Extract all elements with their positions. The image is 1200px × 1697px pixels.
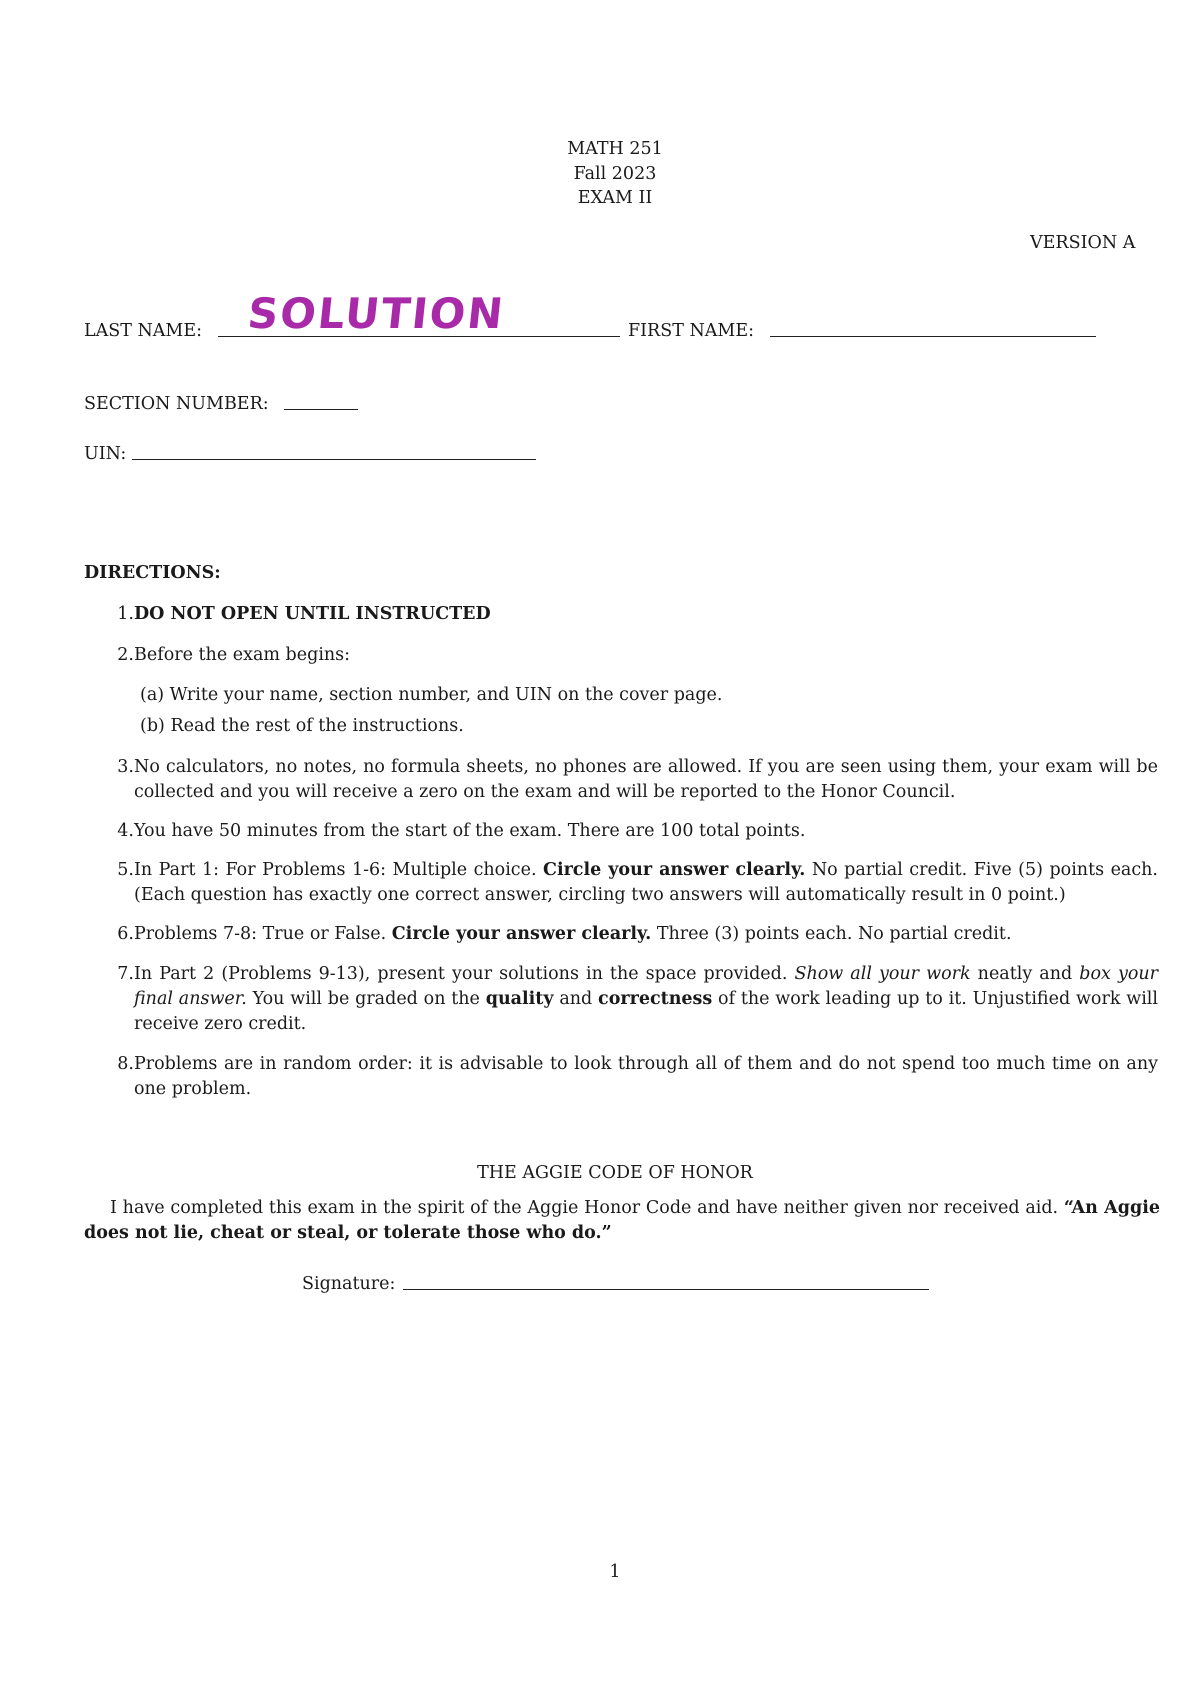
emphasis-text: box your final answer.: [134, 964, 1159, 1009]
direction-number: 7.: [117, 964, 134, 984]
direction-number: 5.: [117, 860, 134, 880]
subitem-text: Write your name, section number, and UIN on the cover page.: [169, 685, 723, 705]
direction-subitem-b: [140, 714, 464, 739]
direction-text: Problems are in random order: it is advisable to look through all of them and do not spend too much time on any one problem.: [134, 1054, 1158, 1099]
term: Fall 2023: [573, 164, 657, 184]
uin-label: UIN:: [84, 444, 127, 464]
direction-text: Problems 7-8: True or False. Circle your answer clearly. Three (3) points each. No partial credit.: [134, 924, 1012, 944]
page-number: 1: [609, 1562, 621, 1582]
direction-number: 1.: [117, 604, 134, 624]
subitem-label: (a): [140, 685, 165, 705]
subitem-label: (b): [140, 716, 165, 736]
direction-text: No calculators, no notes, no formula sheets, no phones are allowed. If you are seen using them, your exam will be collected and you will receive a zero on the exam and will be reported to the Honor Council.: [134, 757, 1158, 802]
directions-heading: DIRECTIONS:: [84, 563, 221, 583]
uin-field[interactable]: [132, 459, 536, 460]
first-name-label: FIRST NAME:: [628, 321, 754, 341]
honor-motto: “An Aggie does not lie, cheat or steal, or tolerate those who do.”: [84, 1198, 1160, 1243]
last-name-handwritten-value: SOLUTION: [245, 289, 508, 338]
direction-subitem-a: [140, 683, 722, 708]
direction-text: DO NOT OPEN UNTIL INSTRUCTED: [134, 604, 491, 624]
signature-label: Signature:: [302, 1274, 396, 1294]
direction-number: 2.: [117, 645, 134, 665]
emphasis-text: Show all your work: [794, 964, 971, 984]
last-name-label: LAST NAME:: [84, 321, 203, 341]
version-label: VERSION A: [1030, 233, 1136, 253]
honor-statement: I have completed this exam in the spirit of the Aggie Honor Code and have neither given nor received aid. “An Aggie does not lie, cheat or steal, or tolerate those who do.”: [84, 1198, 1160, 1243]
direction-number: 6.: [117, 924, 134, 944]
direction-text: In Part 1: For Problems 1-6: Multiple choice. Circle your answer clearly. No partial credit. Five (5) points each. (Each question has exactly one correct answer, circling two answers will automatically result in 0 point.): [134, 860, 1158, 905]
direction-number: 4.: [117, 821, 134, 841]
exam-title: EXAM II: [577, 188, 653, 208]
subitem-text: Read the rest of the instructions.: [170, 716, 464, 736]
emphasis-text: correctness: [598, 989, 713, 1009]
emphasis-text: Circle your answer clearly.: [543, 860, 806, 880]
honor-code-title: THE AGGIE CODE OF HONOR: [477, 1163, 753, 1183]
direction-text: You have 50 minutes from the start of the exam. There are 100 total points.: [134, 821, 806, 841]
first-name-field[interactable]: [770, 336, 1096, 337]
section-number-field[interactable]: [284, 409, 358, 410]
signature-field[interactable]: [403, 1289, 929, 1290]
course-title: MATH 251: [567, 139, 663, 159]
section-number-label: SECTION NUMBER:: [84, 394, 269, 414]
direction-number: 3.: [117, 757, 134, 777]
emphasis-text: Circle your answer clearly.: [391, 924, 652, 944]
emphasis-text: quality: [485, 989, 554, 1009]
direction-text: In Part 2 (Problems 9-13), present your solutions in the space provided. Show all your work neatly and box your final answer. You will be graded on the quality and correctness of the work leading up to it. Unjustified work will receive zero credit.: [134, 964, 1159, 1034]
direction-number: 8.: [117, 1054, 134, 1074]
direction-text: Before the exam begins:: [134, 645, 351, 665]
